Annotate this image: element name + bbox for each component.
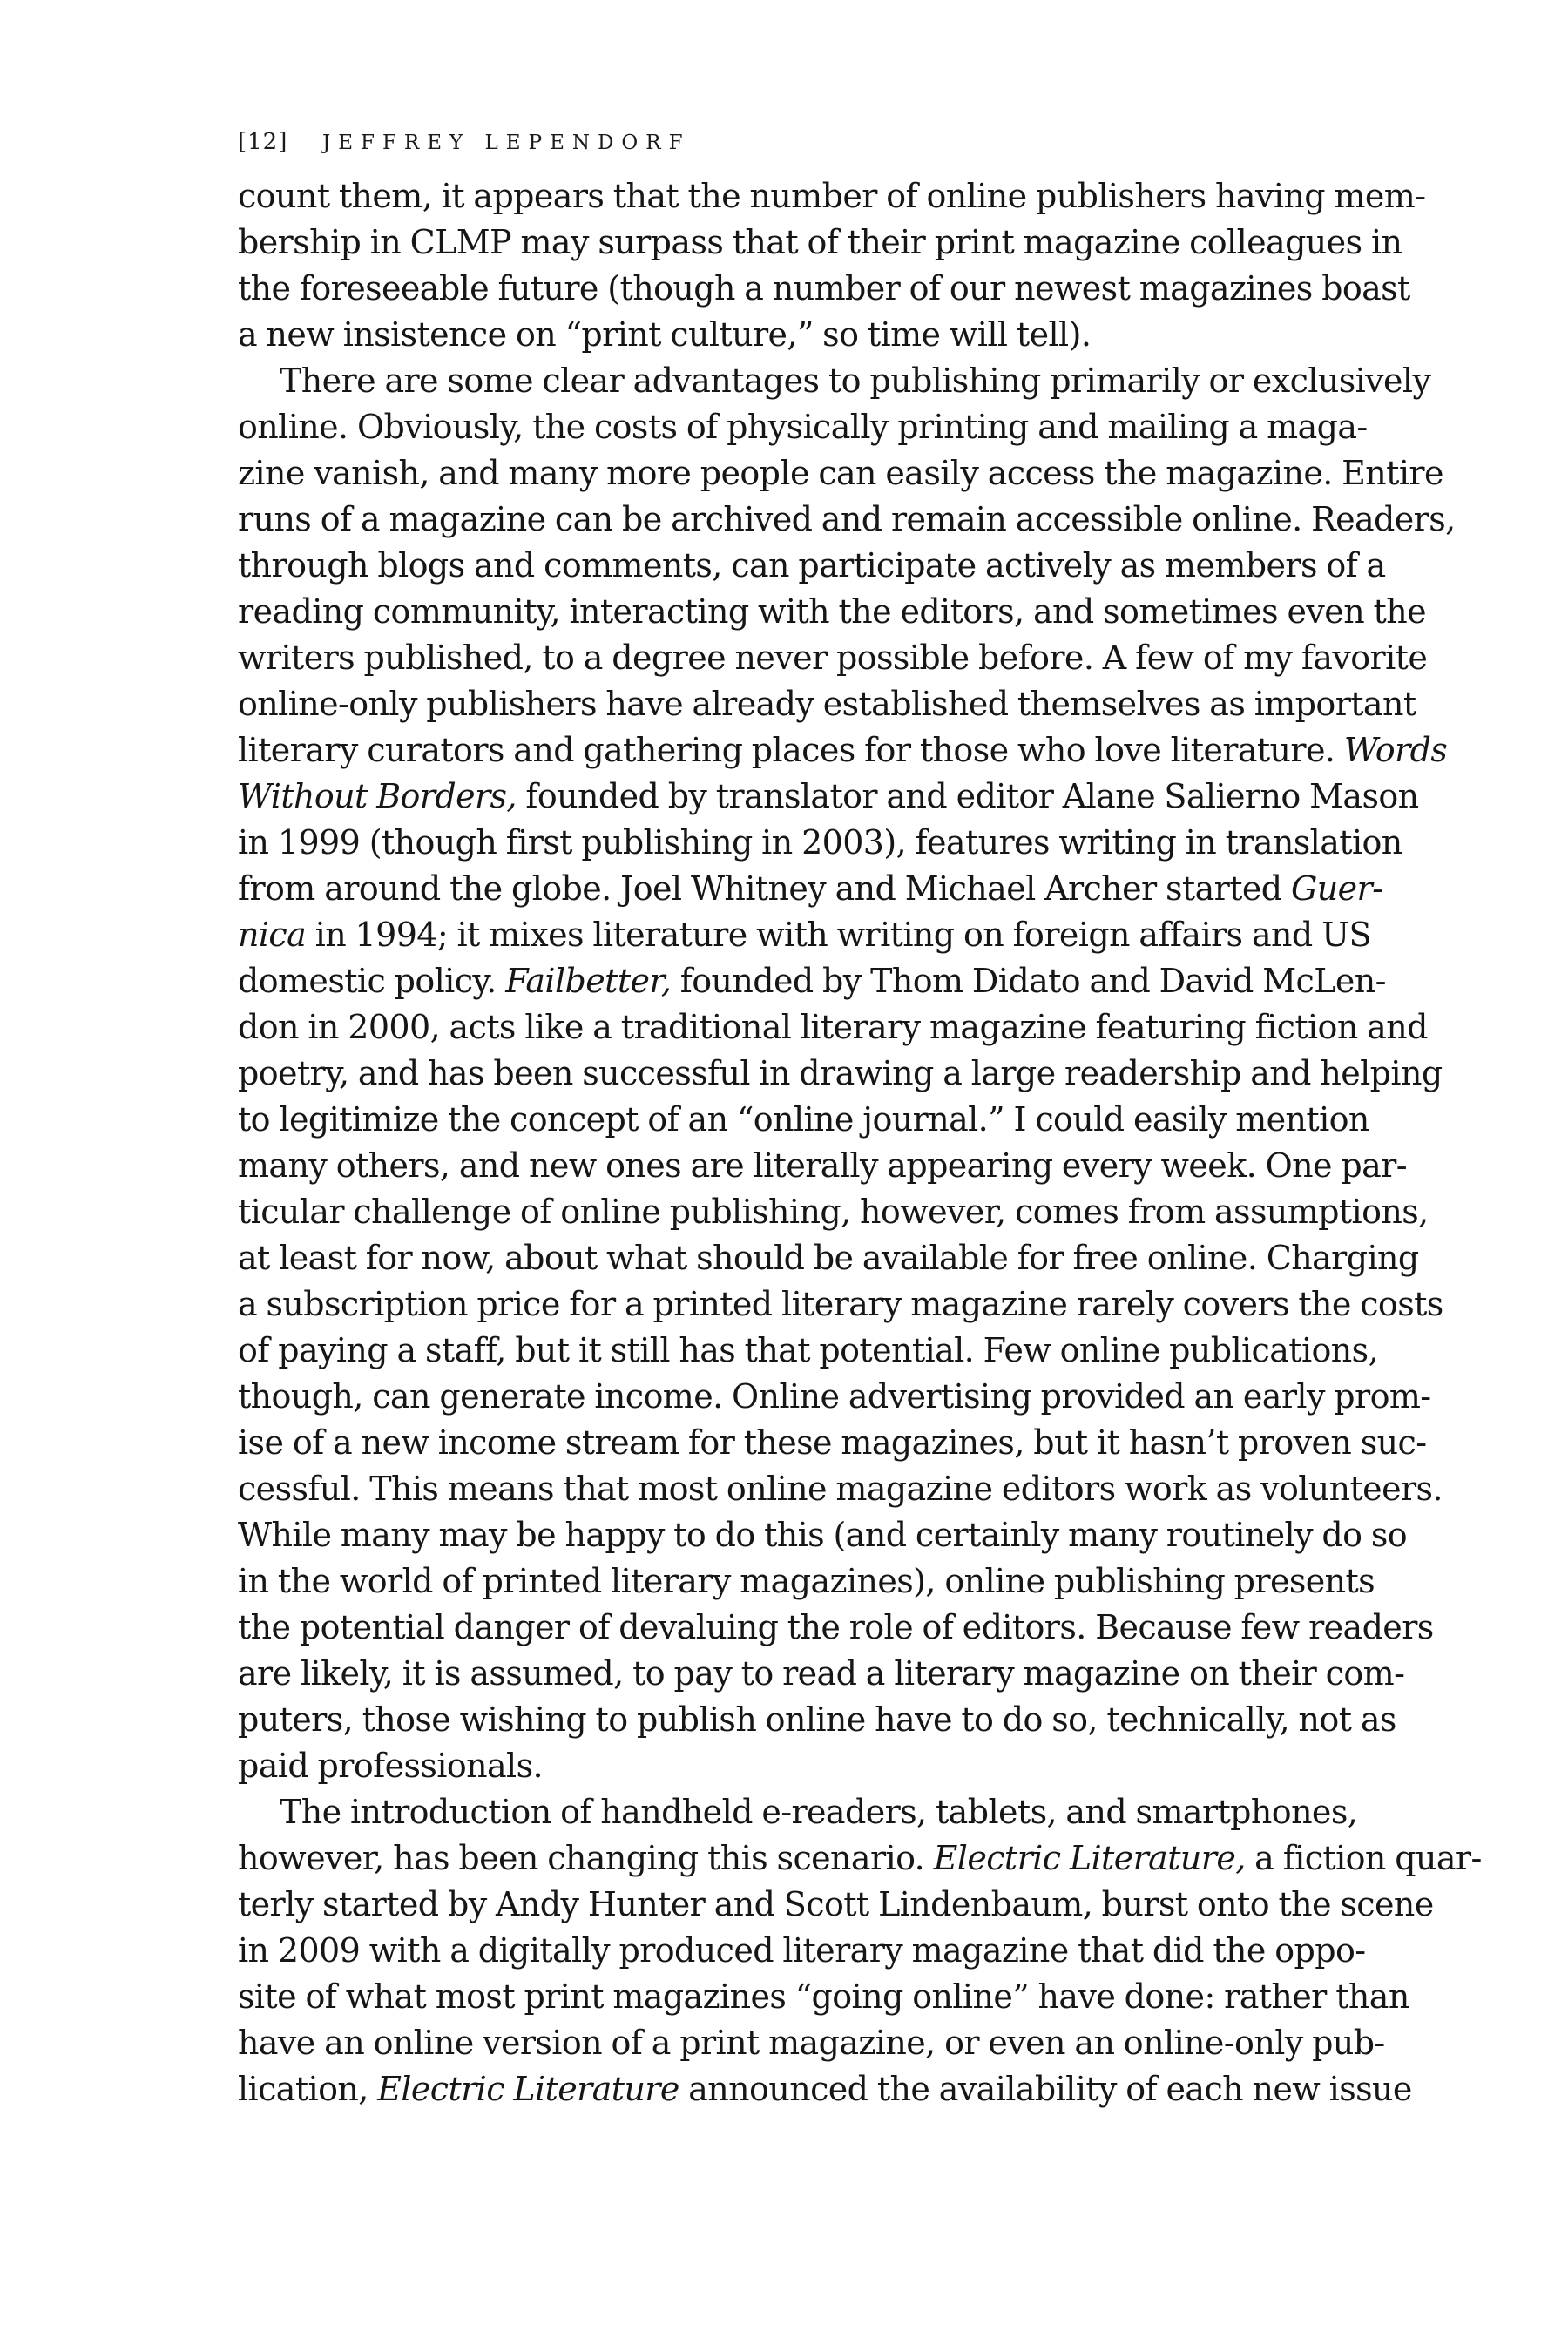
text-run: in 1999 (though first publishing in 2003), features writing in translation [238, 823, 1402, 862]
text-run: poetry, and has been successful in drawing a large readership and helping [238, 1054, 1443, 1092]
text-run: zine vanish, and many more people can easily access the magazine. Entire [238, 454, 1443, 492]
text-line [238, 1789, 1358, 1835]
text-run: count them, it appears that the number of online publishers having mem- [238, 177, 1426, 215]
text-line [238, 1189, 1429, 1235]
text-line [238, 1558, 1375, 1605]
text-line [238, 1974, 1409, 2020]
text-line [238, 220, 1402, 266]
text-run: of paying a staff, but it still has that potential. Few online publications, [238, 1331, 1379, 1369]
paragraph [238, 173, 1426, 358]
text-line [238, 1743, 1330, 1789]
italic-title: Electric Literature [377, 2070, 679, 2108]
italic-title: Guer- [1290, 869, 1383, 908]
running-head [238, 129, 691, 155]
text-run: in 1994; it mixes literature with writing on foreign affairs and US [306, 916, 1371, 954]
text-run: domestic policy. [238, 962, 506, 1000]
text-line [238, 1374, 1431, 1420]
text-line [238, 266, 1410, 312]
text-line [238, 681, 1416, 727]
text-run: many others, and new ones are literally appearing every week. One par- [238, 1146, 1407, 1185]
text-line [238, 1235, 1419, 1281]
italic-title: Without Borders, [238, 777, 517, 815]
text-line [238, 1882, 1434, 1928]
text-line [238, 1051, 1443, 1097]
text-run: founded by translator and editor Alane Salierno Mason [516, 777, 1419, 815]
text-run: puters, those wishing to publish online have to do so, technically, not as [238, 1700, 1396, 1739]
text-line [238, 1004, 1428, 1051]
text-run: in the world of printed literary magazines), online publishing presents [238, 1562, 1375, 1600]
text-run: writers published, to a degree never possible before. A few of my favorite [238, 639, 1428, 677]
text-run: founded by Thom Didato and David McLen- [671, 962, 1386, 1000]
text-line [238, 1697, 1396, 1743]
text-line [238, 635, 1428, 681]
text-line [238, 1097, 1369, 1143]
text-run: at least for now, about what should be available for free online. Charging [238, 1239, 1419, 1277]
text-line [238, 774, 1419, 820]
text-run: announced the availability of each new issue [679, 2070, 1412, 2108]
text-line [238, 727, 1448, 774]
text-run: a new insistence on “print culture,” so time will tell). [238, 315, 1092, 354]
text-run: runs of a magazine can be archived and remain accessible online. Readers, [238, 500, 1456, 538]
text-run: ticular challenge of online publishing, however, comes from assumptions, [238, 1193, 1429, 1231]
text-run: terly started by Andy Hunter and Scott Lindenbaum, burst onto the scene [238, 1885, 1434, 1923]
text-run: reading community, interacting with the editors, and sometimes even the [238, 592, 1426, 631]
body-text [238, 173, 1482, 2112]
text-run: online. Obviously, the costs of physically printing and mailing a maga- [238, 408, 1368, 446]
text-run: literary curators and gathering places for those who love literature. [238, 731, 1344, 769]
text-line [238, 2066, 1412, 2112]
italic-title: nica [238, 916, 307, 954]
paragraph [238, 358, 1456, 1789]
text-run: from around the globe. Joel Whitney and Michael Archer started [238, 869, 1291, 908]
text-run: There are some clear advantages to publishing primarily or exclusively [280, 362, 1431, 400]
text-line [238, 450, 1443, 497]
text-run: While many may be happy to do this (and certainly many routinely do so [238, 1516, 1408, 1554]
text-run: the foreseeable future (though a number of our newest magazines boast [238, 269, 1410, 308]
text-run: The introduction of handheld e-readers, tablets, and smartphones, [280, 1793, 1358, 1831]
text-run: to legitimize the concept of an “online journal.” I could easily mention [238, 1100, 1369, 1139]
text-run: though, can generate income. Online advertising provided an early prom- [238, 1377, 1431, 1416]
text-run: ise of a new income stream for these magazines, but it hasn’t proven suc- [238, 1423, 1427, 1462]
text-line [238, 912, 1371, 958]
text-line [238, 1605, 1434, 1651]
text-run: don in 2000, acts like a traditional literary magazine featuring fiction and [238, 1008, 1428, 1046]
text-line [238, 312, 1330, 358]
text-run: bership in CLMP may surpass that of their print magazine colleagues in [238, 223, 1402, 261]
text-line [238, 543, 1386, 589]
text-line [238, 497, 1456, 543]
italic-title: Words [1343, 731, 1448, 769]
text-run: a fiction quar- [1245, 1839, 1482, 1877]
text-line [238, 358, 1431, 404]
text-line [238, 866, 1383, 912]
text-run: cessful. This means that most online magazine editors work as volunteers. [238, 1470, 1443, 1508]
text-line [238, 173, 1426, 220]
italic-title: Electric Literature, [933, 1839, 1246, 1877]
text-run: paid professionals. [238, 1747, 543, 1785]
text-run: have an online version of a print magazine, or even an online-only pub- [238, 2024, 1385, 2062]
text-run: lication, [238, 2070, 378, 2108]
page-number: [12] [238, 129, 288, 155]
text-line [238, 1420, 1427, 1466]
text-line [238, 1651, 1405, 1697]
text-run: a subscription price for a printed literary magazine rarely covers the costs [238, 1285, 1443, 1323]
text-line [238, 589, 1426, 635]
text-run: are likely, it is assumed, to pay to read a literary magazine on their com- [238, 1654, 1405, 1693]
text-run: however, has been changing this scenario. [238, 1839, 934, 1877]
text-run: site of what most print magazines “going online” have done: rather than [238, 1977, 1409, 2016]
text-run: the potential danger of devaluing the role of editors. Because few readers [238, 1608, 1434, 1646]
italic-title: Failbetter, [505, 962, 672, 1000]
text-line [238, 1512, 1408, 1558]
text-line [238, 1466, 1443, 1512]
text-line [238, 820, 1402, 866]
text-line [238, 1143, 1407, 1189]
text-run: in 2009 with a digitally produced literary magazine that did the oppo- [238, 1931, 1366, 1970]
text-line [238, 1835, 1482, 1882]
author-name: JEFFREY LEPENDORF [322, 132, 691, 154]
text-run: through blogs and comments, can participate actively as members of a [238, 546, 1386, 585]
paragraph [238, 1789, 1482, 2112]
text-line [238, 1328, 1379, 1374]
text-line [238, 404, 1368, 450]
text-run: online-only publishers have already established themselves as important [238, 685, 1416, 723]
text-line [238, 2020, 1385, 2066]
text-line [238, 1281, 1443, 1328]
text-line [238, 1928, 1366, 1974]
text-line [238, 958, 1386, 1004]
